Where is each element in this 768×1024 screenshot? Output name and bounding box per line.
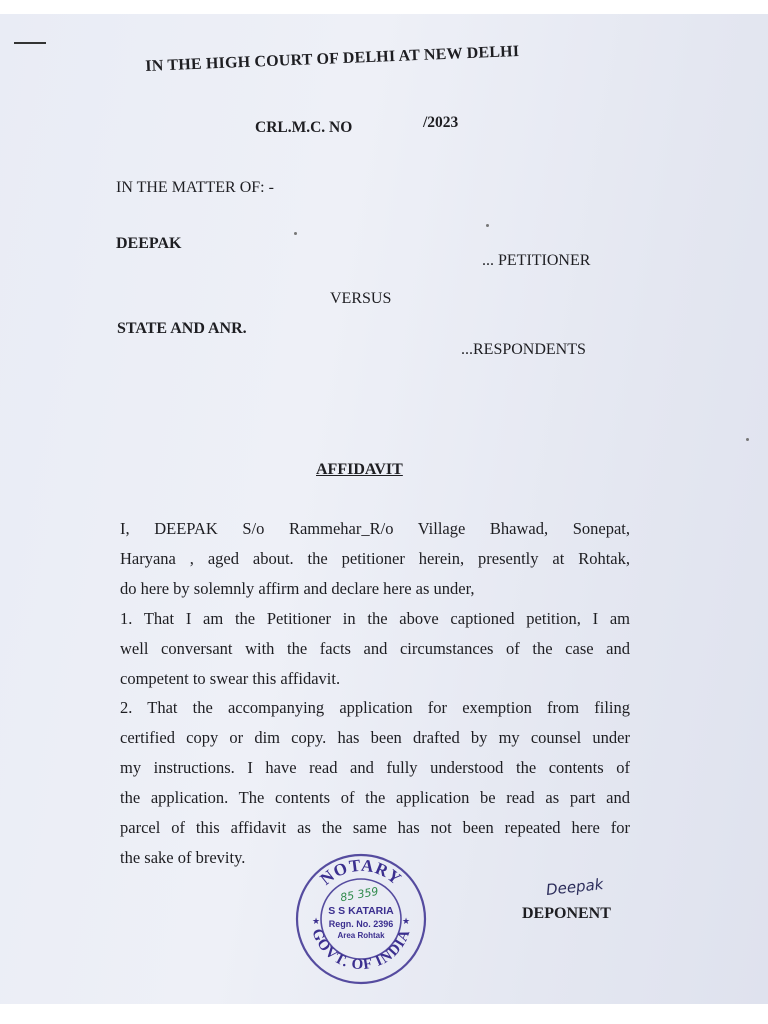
paper-speck bbox=[746, 438, 749, 441]
affidavit-title: AFFIDAVIT bbox=[316, 461, 403, 478]
seal-bottom-text: GOVT. OF INDIA bbox=[308, 926, 414, 974]
case-number-label: CRL.M.C. NO bbox=[255, 119, 353, 136]
respondent-name: STATE AND ANR. bbox=[117, 320, 247, 337]
court-title: IN THE HIGH COURT OF DELHI AT NEW DELHI bbox=[145, 42, 520, 75]
body-line: the application. The contents of the application be read as part and bbox=[120, 788, 630, 807]
body-line: competent to swear this affidavit. bbox=[120, 669, 341, 688]
body-line: Haryana , aged about. the petitioner herein, presently at Rohtak, bbox=[120, 549, 630, 568]
seal-star-icon: ★ bbox=[311, 917, 321, 927]
seal-top-text: NOTARY bbox=[316, 855, 406, 889]
seal-registration: Regn. No. 2396 bbox=[328, 919, 394, 929]
body-line: well conversant with the facts and circumstances of the case and bbox=[120, 639, 630, 658]
versus-label: VERSUS bbox=[330, 290, 392, 307]
body-line: my instructions. I have read and fully understood the contents of bbox=[120, 758, 630, 777]
matter-heading: IN THE MATTER OF: - bbox=[116, 179, 274, 196]
paper-speck bbox=[294, 232, 297, 235]
seal-handwritten-number: 85 359 bbox=[339, 884, 380, 905]
deponent-label: DEPONENT bbox=[522, 905, 611, 922]
affidavit-page bbox=[0, 14, 768, 1004]
seal-area: Area Rohtak bbox=[337, 931, 385, 940]
body-line: I, DEEPAK S/o Rammehar_R/o Village Bhawad, Sonepat, bbox=[120, 519, 630, 538]
deponent-signature: Deepak bbox=[545, 875, 605, 899]
paper-speck bbox=[486, 224, 489, 227]
svg-text:NOTARY bbox=[317, 856, 406, 889]
petitioner-name: DEEPAK bbox=[116, 235, 182, 252]
respondent-role: ...RESPONDENTS bbox=[461, 341, 586, 358]
body-line: the sake of brevity. bbox=[120, 848, 246, 867]
notary-seal bbox=[294, 852, 428, 986]
seal-star-icon: ★ bbox=[401, 917, 411, 927]
petitioner-role: ... PETITIONER bbox=[482, 252, 591, 269]
body-line: 1. That I am the Petitioner in the above captioned petition, I am bbox=[120, 609, 630, 628]
body-line: do here by solemnly affirm and declare here as under, bbox=[120, 579, 475, 598]
edge-mark bbox=[14, 42, 46, 44]
seal-notary-name: S S KATARIA bbox=[328, 905, 394, 917]
case-number-year: /2023 bbox=[423, 114, 459, 131]
body-line: parcel of this affidavit as the same has not been repeated here for bbox=[120, 818, 630, 837]
body-line: 2. That the accompanying application for exemption from filing bbox=[120, 698, 630, 717]
body-line: certified copy or dim copy. has been drafted by my counsel under bbox=[120, 728, 630, 747]
